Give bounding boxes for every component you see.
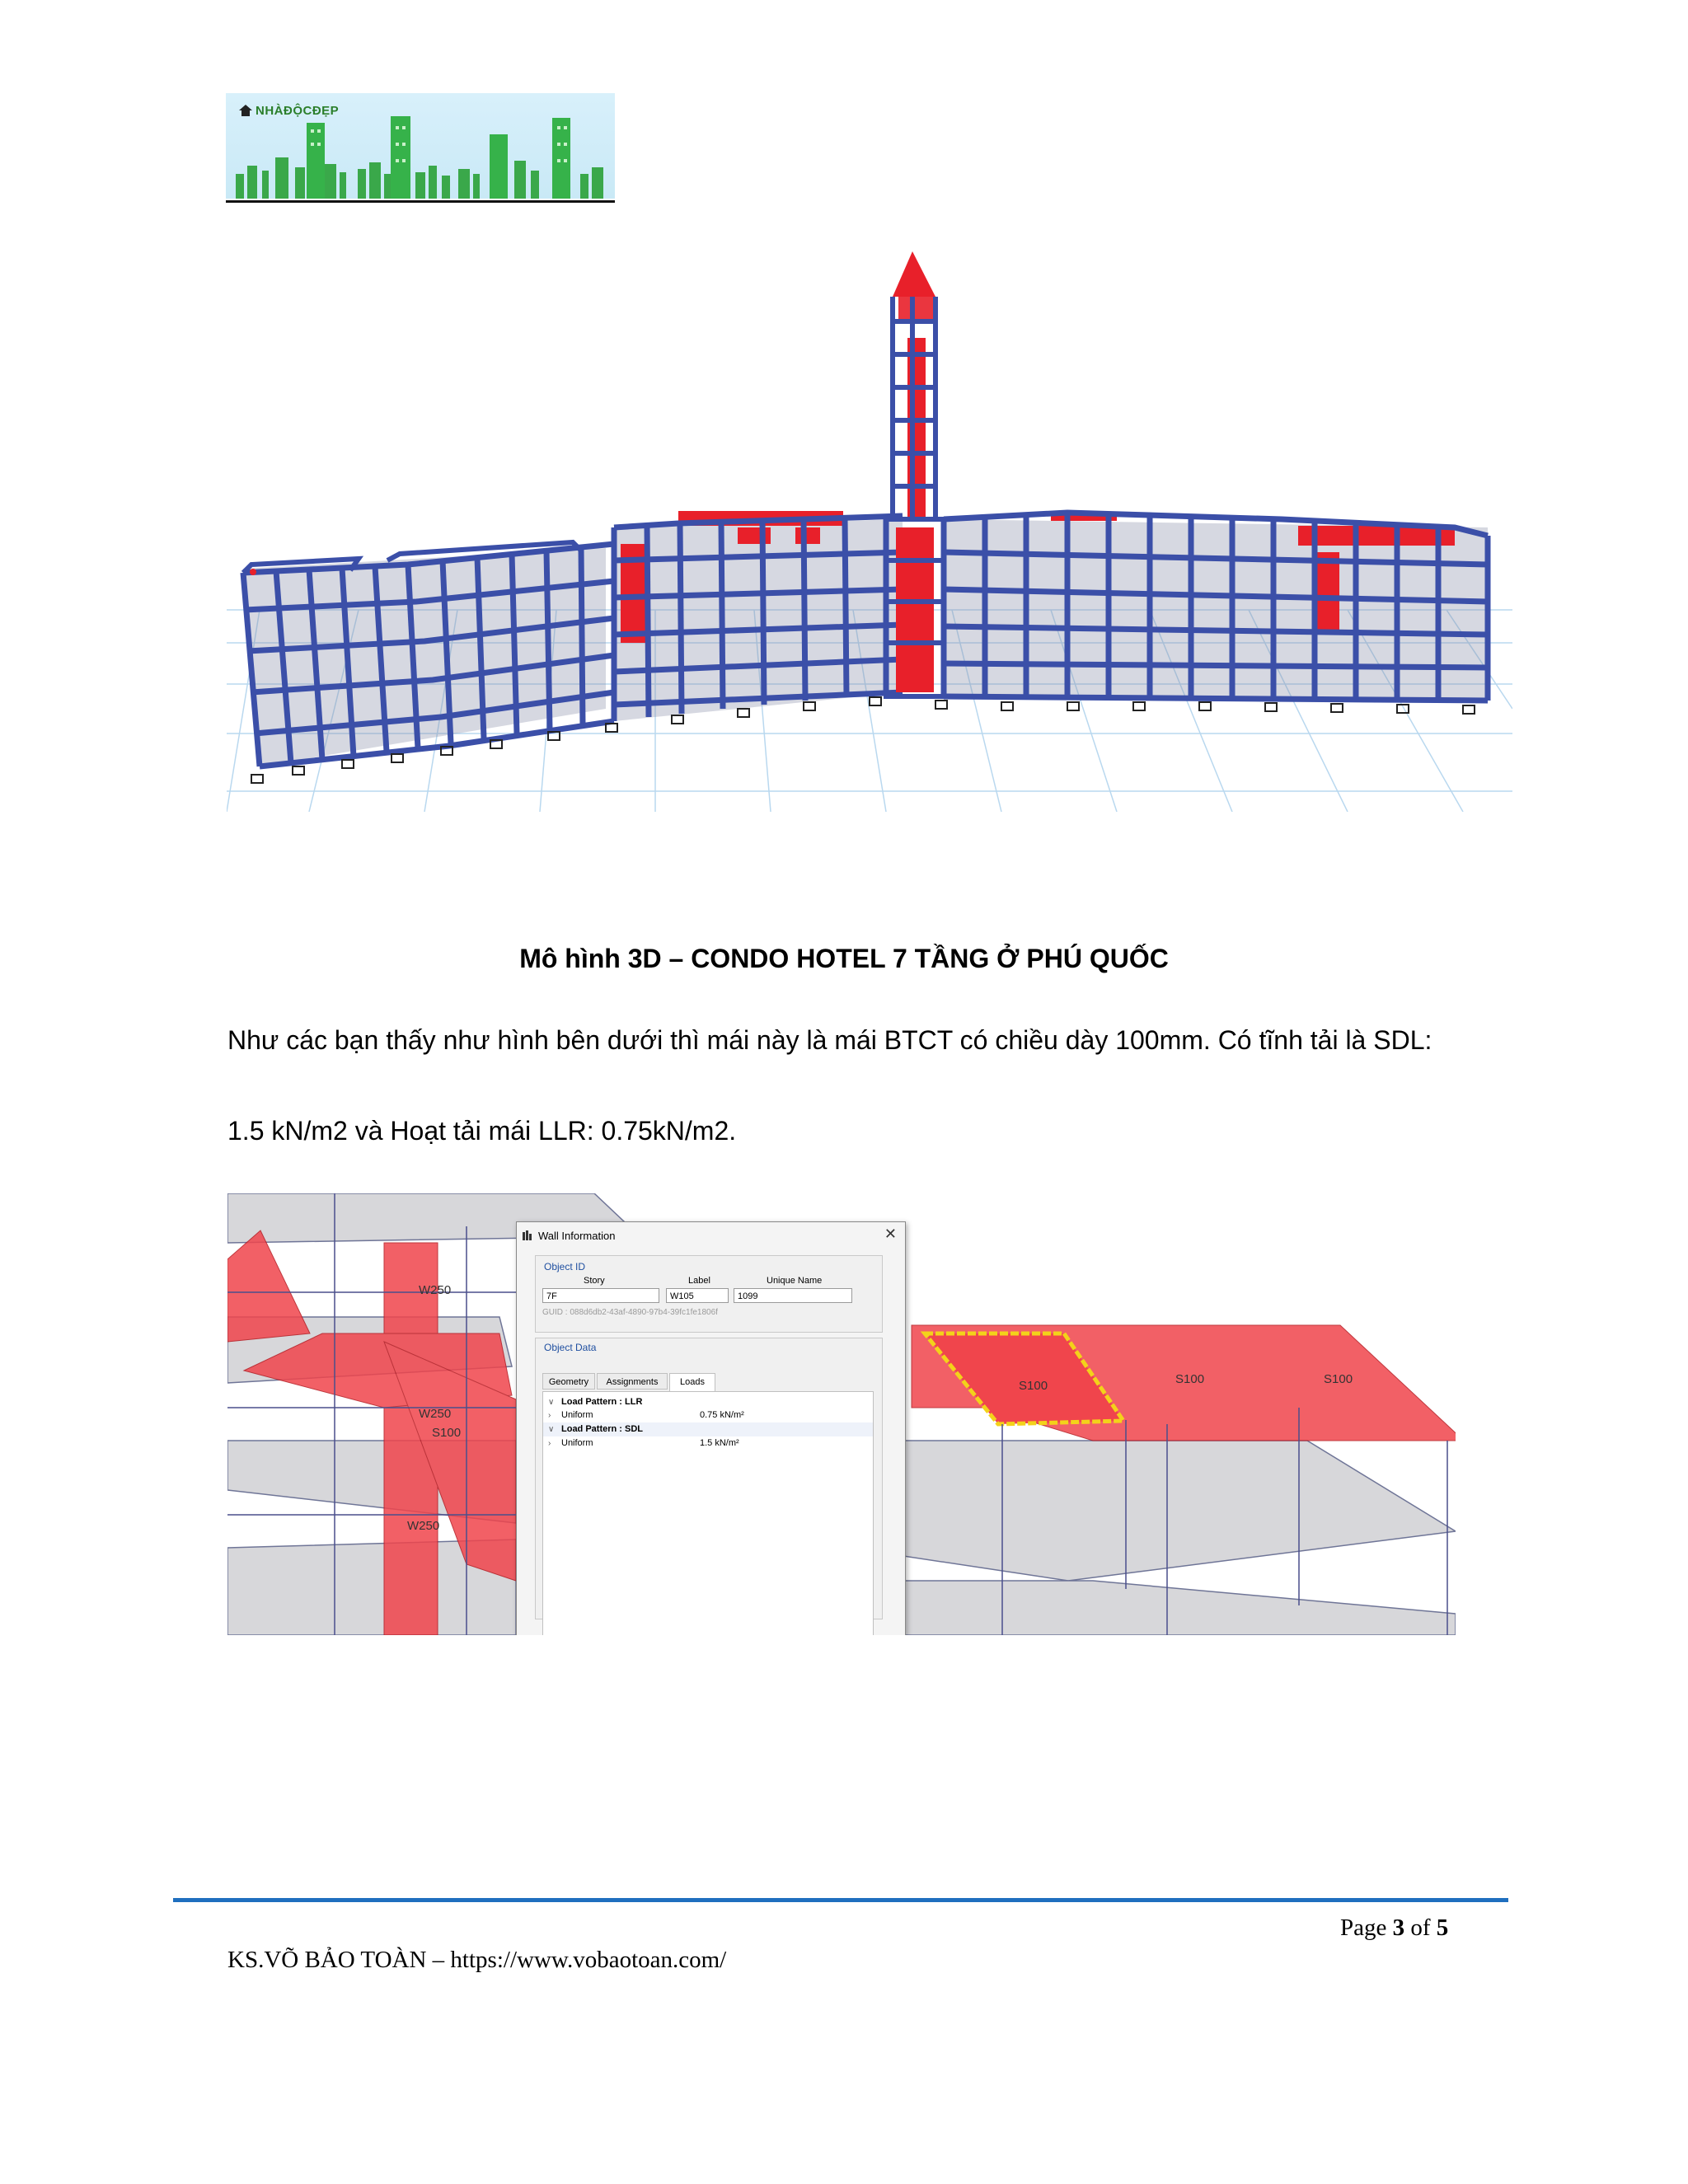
slab-label-s100: S100 <box>432 1426 462 1440</box>
chevron-down-icon: ∨ <box>548 1398 555 1407</box>
body-paragraph-line-2: 1.5 kN/m2 và Hoạt tải mái LLR: 0.75kN/m2. <box>227 1116 737 1146</box>
page-current: 3 <box>1392 1915 1405 1941</box>
tree-row-load-pattern-llr[interactable] <box>543 1395 873 1409</box>
guid-text: GUID : 088d6db2-43af-4890-97b4-39fc1fe1806f <box>542 1308 718 1317</box>
slab-label-s100-3: S100 <box>1175 1372 1205 1386</box>
logo-text: NHÀĐỘCĐẸP <box>256 104 340 118</box>
label-field[interactable]: W105 <box>666 1288 729 1303</box>
body-paragraph-line-1: Như các bạn thấy như hình bên dưới thì mái này là mái BTCT có chiều dày 100mm. Có tĩnh tải là SDL: <box>227 1025 1432 1055</box>
unique-name-field[interactable]: 1099 <box>734 1288 852 1303</box>
left-wing-frame <box>243 542 614 766</box>
chevron-right-icon: › <box>548 1411 551 1420</box>
tree-row-key: Uniform <box>561 1410 593 1420</box>
header-rule <box>226 200 615 203</box>
tree-row-value: 1.5 kN/m² <box>700 1438 739 1448</box>
loads-panel <box>542 1391 874 1635</box>
building-3d-model-figure <box>227 247 1512 812</box>
right-block-frame <box>944 513 1488 701</box>
tab-assignments[interactable]: Assignments <box>597 1373 668 1390</box>
city-skyline-graphic <box>226 93 615 199</box>
wall-label-w250-2: W250 <box>419 1407 452 1421</box>
dialog-title: Wall Information <box>538 1230 616 1242</box>
tree-row-key: Load Pattern : LLR <box>561 1397 643 1407</box>
column-header-story: Story <box>584 1276 605 1286</box>
center-block-frame <box>614 511 903 721</box>
column-header-label: Label <box>688 1276 710 1286</box>
chevron-down-icon: ∨ <box>548 1425 555 1434</box>
footer-author-url: KS.VÕ BẢO TOÀN – https://www.vobaotoan.com/ <box>227 1947 727 1973</box>
tab-loads[interactable]: Loads <box>669 1373 715 1391</box>
page-word: Page <box>1340 1915 1387 1941</box>
tree-row-key: Uniform <box>561 1438 593 1448</box>
object-data-group <box>535 1338 883 1619</box>
wall-label-w250-3: W250 <box>407 1519 440 1533</box>
tab-geometry[interactable]: Geometry <box>542 1373 595 1390</box>
etabs-app-icon <box>522 1230 533 1241</box>
page-of: of <box>1410 1915 1431 1941</box>
story-field[interactable]: 7F <box>542 1288 659 1303</box>
figure-caption: Mô hình 3D – CONDO HOTEL 7 TẦNG Ở PHÚ QUỐC <box>519 944 1169 973</box>
footer-rule <box>173 1898 1508 1902</box>
tab-strip <box>542 1373 872 1391</box>
tree-row-uniform-llr[interactable] <box>543 1408 873 1422</box>
wall-information-dialog[interactable] <box>516 1221 906 1635</box>
page-total: 5 <box>1436 1915 1449 1941</box>
object-id-group <box>535 1255 883 1333</box>
etabs-screenshot-figure <box>227 1193 1456 1635</box>
site-logo <box>226 93 615 199</box>
tree-row-value: 0.75 kN/m² <box>700 1410 744 1420</box>
tree-row-key: Load Pattern : SDL <box>561 1424 644 1434</box>
column-header-unique-name: Unique Name <box>767 1276 823 1286</box>
slab-label-s100-4: S100 <box>1324 1372 1353 1386</box>
tree-row-uniform-sdl[interactable] <box>543 1436 873 1451</box>
wall-label-w250: W250 <box>419 1283 452 1297</box>
tree-row-load-pattern-sdl[interactable] <box>543 1422 873 1436</box>
slab-label-s100-2: S100 <box>1019 1379 1048 1393</box>
object-id-group-title: Object ID <box>544 1261 586 1272</box>
chevron-right-icon: › <box>548 1439 551 1448</box>
close-icon[interactable]: ✕ <box>884 1226 897 1242</box>
object-data-group-title: Object Data <box>544 1342 597 1353</box>
page-number <box>1340 1915 1448 1942</box>
